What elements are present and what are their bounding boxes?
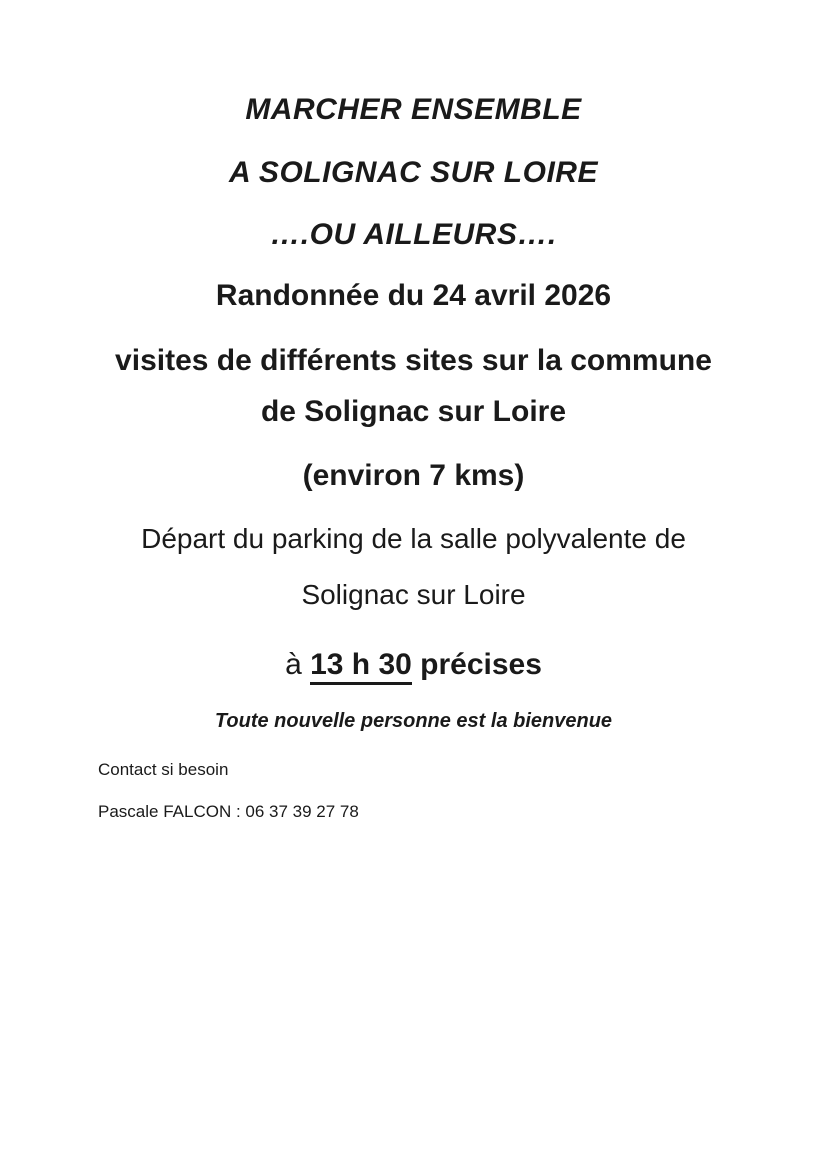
departure-time-line (0, 646, 827, 684)
time-suffix: précises (411, 648, 542, 681)
event-title: Randonnée du 24 avril 2026 (215, 279, 612, 312)
event-description-line2: de Solignac sur Loire (260, 395, 567, 428)
flyer-title-line3: ….OU AILLEURS…. (270, 218, 557, 251)
departure-location-line2: Solignac sur Loire (301, 579, 526, 610)
contact-detail: Pascale FALCON : 06 37 39 27 78 (98, 802, 359, 821)
flyer-title-line2: A SOLIGNAC SUR LOIRE (229, 156, 598, 189)
contact-section (0, 759, 827, 823)
welcome-note: Toute nouvelle personne est la bienvenue (214, 710, 613, 732)
departure-time: 13 h 30 (310, 648, 412, 685)
time-prefix: à (285, 648, 311, 681)
event-description-line1: visites de différents sites sur la commune (115, 344, 712, 377)
flyer-title-line1: MARCHER ENSEMBLE (245, 93, 582, 126)
event-distance: (environ 7 kms) (302, 459, 525, 492)
contact-label: Contact si besoin (98, 760, 229, 779)
departure-location-line1: Départ du parking de la salle polyvalente de (141, 523, 686, 554)
